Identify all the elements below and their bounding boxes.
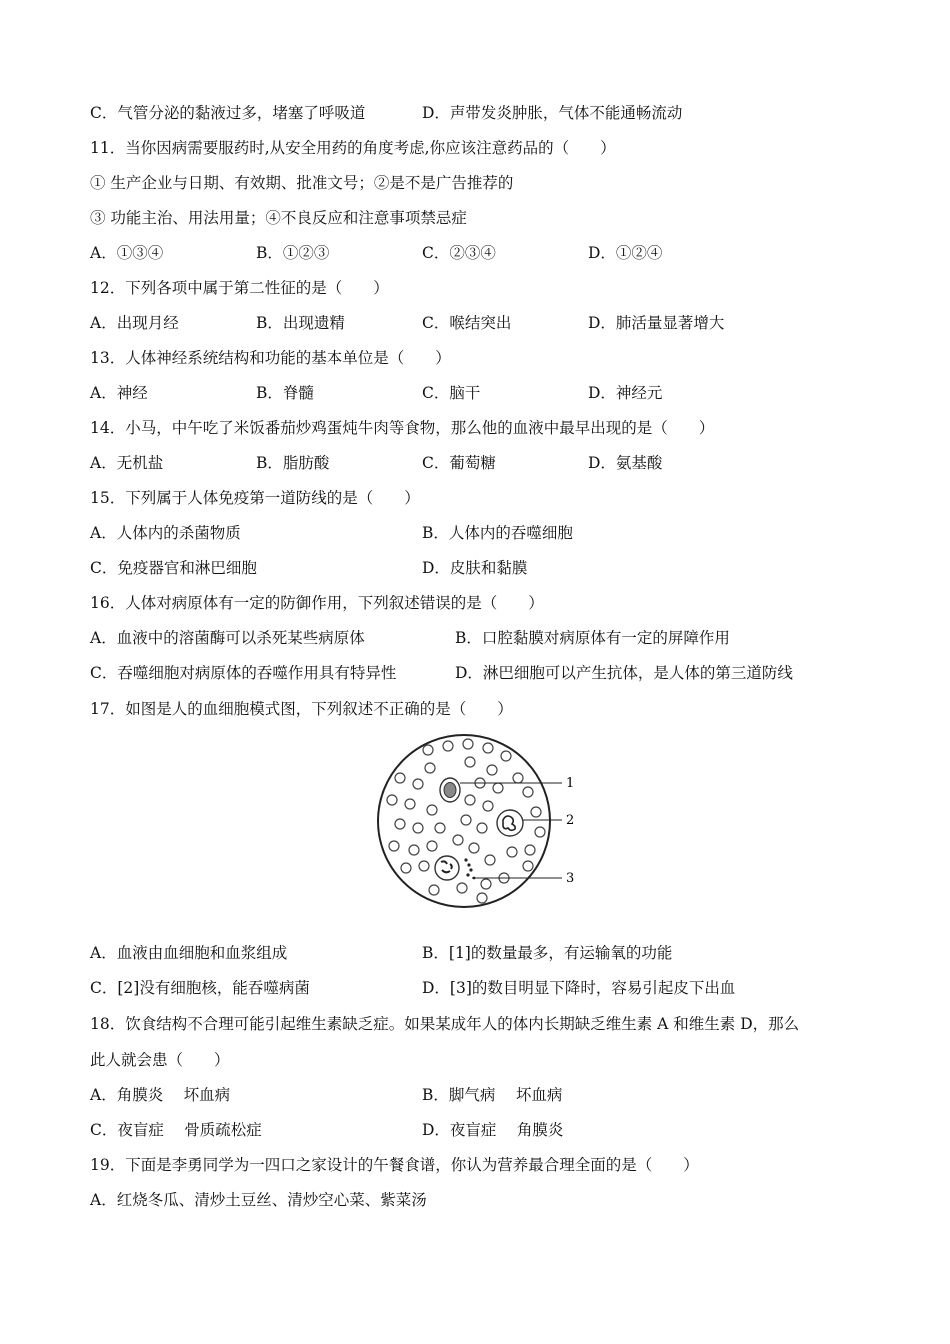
red-blood-cell (427, 841, 437, 851)
red-blood-cell (413, 779, 423, 789)
red-blood-cell (507, 847, 517, 857)
cell-2-shape (497, 810, 523, 836)
red-blood-cell (531, 807, 541, 817)
red-blood-cell (429, 885, 439, 895)
q15-option-d: D．皮肤和黏膜 (422, 559, 528, 577)
red-blood-cell (435, 823, 445, 833)
red-blood-cell (523, 787, 533, 797)
red-blood-cell (461, 815, 471, 825)
q18-option-b: B．脚气病 坏血病 (422, 1086, 563, 1104)
q15-stem: 15．下列属于人体免疫第一道防线的是（ ） (90, 489, 420, 507)
q19-option-a: A．红烧冬瓜、清炒土豆丝、清炒空心菜、紫菜汤 (90, 1191, 427, 1209)
blood-cell-diagram (370, 728, 590, 918)
red-blood-cell (483, 801, 493, 811)
red-blood-cell (483, 743, 493, 753)
q14-option-d: D．氨基酸 (588, 454, 663, 472)
q16-option-d: D．淋巴细胞可以产生抗体，是人体的第三道防线 (455, 664, 793, 682)
red-blood-cell (389, 841, 399, 851)
q16-option-c: C．吞噬细胞对病原体的吞噬作用具有特异性 (90, 664, 397, 682)
q14-option-b: B．脂肪酸 (256, 454, 330, 472)
q19-stem: 19．下面是李勇同学为一四口之家设计的午餐食谱，你认为营养最合理全面的是（ ） (90, 1156, 699, 1174)
q12-option-a: A．出现月经 (90, 314, 179, 332)
cell-3-shape (435, 856, 459, 880)
q17-option-a: A．血液由血细胞和血浆组成 (90, 944, 288, 962)
q13-option-c: C．脑干 (422, 384, 481, 402)
red-blood-cell (395, 773, 405, 783)
q11-stem: 11．当你因病需要服药时,从安全用药的角度考虑,你应该注意药品的（ ） (90, 139, 616, 157)
q13-option-a: A．神经 (90, 384, 148, 402)
red-blood-cell (409, 845, 419, 855)
red-blood-cell (453, 835, 463, 845)
q17-stem: 17．如图是人的血细胞模式图，下列叙述不正确的是（ ） (90, 700, 513, 718)
red-blood-cell (443, 741, 453, 751)
q18-stem-line2: 此人就会患（ ） (90, 1051, 230, 1069)
q15-option-c: C．免疫器官和淋巴细胞 (90, 559, 257, 577)
red-blood-cell (465, 757, 475, 767)
q17-option-b: B．[1]的数量最多，有运输氧的功能 (422, 944, 673, 962)
q17-option-c: C．[2]没有细胞核，能吞噬病菌 (90, 979, 310, 997)
red-blood-cell (423, 745, 433, 755)
q18-option-c: C．夜盲症 骨质疏松症 (90, 1121, 262, 1139)
red-blood-cell (465, 795, 475, 805)
q11-option-a: A．①③④ (90, 244, 164, 262)
q12-stem: 12．下列各项中属于第二性征的是（ ） (90, 279, 389, 297)
red-blood-cell (487, 765, 497, 775)
q14-option-c: C．葡萄糖 (422, 454, 496, 472)
q11-option-c: C．②③④ (422, 244, 496, 262)
red-blood-cell (477, 823, 487, 833)
red-blood-cell (513, 773, 523, 783)
red-blood-cell (401, 863, 411, 873)
q15-option-b: B．人体内的吞噬细胞 (422, 524, 573, 542)
q13-option-d: D．神经元 (588, 384, 663, 402)
red-blood-cell (427, 805, 437, 815)
q16-option-a: A．血液中的溶菌酶可以杀死某些病原体 (90, 629, 365, 647)
q18-stem-line1: 18．饮食结构不合理可能引起维生素缺乏症。如果某成年人的体内长期缺乏维生素 A 和维生素 D，那么 (90, 1015, 800, 1033)
q16-stem: 16．人体对病原体有一定的防御作用，下列叙述错误的是（ ） (90, 594, 544, 612)
red-blood-cell (523, 861, 533, 871)
red-blood-cell (419, 861, 429, 871)
red-blood-cell (493, 783, 503, 793)
red-blood-cell (481, 879, 491, 889)
q11-line1: ① 生产企业与日期、有效期、批准文号；②是不是广告推荐的 (90, 174, 514, 192)
red-blood-cell (477, 893, 487, 903)
q18-option-d: D．夜盲症 角膜炎 (422, 1121, 564, 1139)
figure-label-2: 2 (566, 813, 575, 828)
q13-option-b: B．脊髓 (256, 384, 314, 402)
q12-option-b: B．出现遗精 (256, 314, 345, 332)
q10-option-c: C．气管分泌的黏液过多，堵塞了呼吸道 (90, 104, 366, 122)
q11-option-b: B．①②③ (256, 244, 330, 262)
q11-line2: ③ 功能主治、用法用量；④不良反应和注意事项禁忌症 (90, 209, 467, 227)
red-blood-cell (525, 845, 535, 855)
red-blood-cell (535, 827, 545, 837)
q17-option-d: D．[3]的数目明显下降时，容易引起皮下出血 (422, 979, 736, 997)
q18-option-a: A．角膜炎 坏血病 (90, 1086, 231, 1104)
cell-1-shape (440, 778, 460, 802)
q15-option-a: A．人体内的杀菌物质 (90, 524, 241, 542)
red-blood-cell (485, 855, 495, 865)
q14-stem: 14．小马，中午吃了米饭番茄炒鸡蛋炖牛肉等食物，那么他的血液中最早出现的是（ ） (90, 419, 715, 437)
q12-option-c: C．喉结突出 (422, 314, 512, 332)
q16-option-b: B．口腔黏膜对病原体有一定的屏障作用 (455, 629, 730, 647)
q11-option-d: D．①②④ (588, 244, 663, 262)
q10-option-d: D．声带发炎肿胀，气体不能通畅流动 (422, 104, 683, 122)
red-blood-cell (395, 819, 405, 829)
q13-stem: 13．人体神经系统结构和功能的基本单位是（ ） (90, 349, 451, 367)
red-blood-cell (463, 739, 473, 749)
red-blood-cell (469, 843, 479, 853)
red-blood-cell (413, 823, 423, 833)
red-blood-cell (457, 883, 467, 893)
red-blood-cell (501, 751, 511, 761)
figure-label-3: 3 (566, 871, 575, 886)
q14-option-a: A．无机盐 (90, 454, 164, 472)
red-blood-cell (425, 763, 435, 773)
red-blood-cell (387, 795, 397, 805)
red-blood-cell (405, 799, 415, 809)
q12-option-d: D．肺活量显著增大 (588, 314, 725, 332)
figure-label-1: 1 (566, 776, 575, 791)
